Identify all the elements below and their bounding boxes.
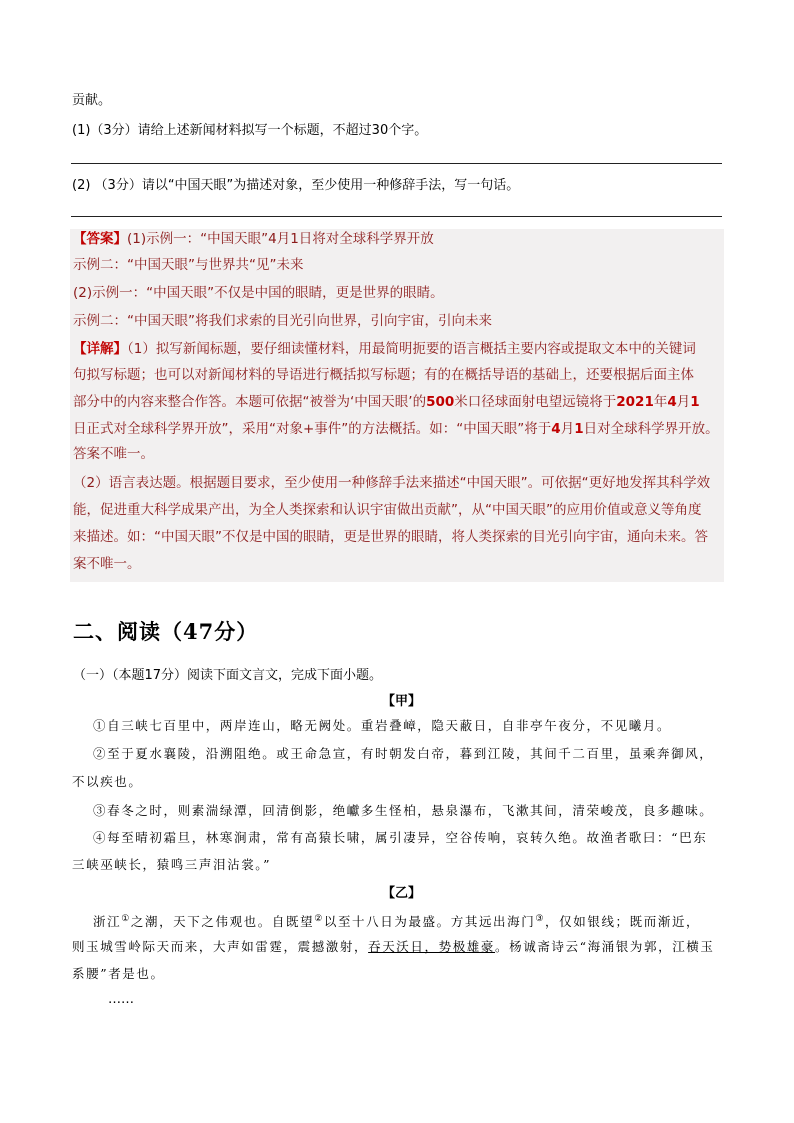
jia-paragraph-2: ②至于夏水襄陵，沿溯阻绝。或王命急宣，有时朝发白帝，暮到江陵，其间千二百里，虽乘奔御风， [93, 746, 714, 761]
detail-text: 日对全球科学界开放。 [583, 421, 719, 437]
detail-number: 4 [551, 421, 561, 437]
yi-paragraph-2 [72, 937, 715, 957]
detail-line-1 [73, 339, 696, 359]
detail-number: 500 [426, 394, 455, 410]
yi-text: 浙江 [93, 914, 122, 930]
question-2: (2) （3分）请以“中国天眼”为描述对象，至少使用一种修辞手法，写一句话。 [72, 178, 520, 193]
answer-line-a2: 示例二：“中国天眼”与世界共“见”未来 [73, 257, 304, 273]
yi-text: ，仅如银线；既而渐近， [545, 914, 701, 930]
detail-text: 部分中的内容来整合作答。本题可依据“被誉为‘中国天眼’的 [73, 394, 427, 410]
jia-paragraph-1: ①自三峡七百里中，两岸连山，略无阙处。重岩叠嶂，隐天蔽日，自非亭午夜分，不见曦月。 [93, 718, 672, 733]
underlined-phrase: 吞天沃日，势极雄豪 [368, 939, 496, 954]
yi-paragraph-3: 系腰”者是也。 [72, 966, 165, 981]
answer-line-a3: (2)示例一：“中国天眼”不仅是中国的眼睛，更是世界的眼睛。 [73, 285, 444, 301]
detail-text: 月 [676, 394, 691, 410]
yi-paragraph-1 [93, 909, 700, 932]
yi-text: 。杨诚斋诗云“海涌银为郭，江横玉 [495, 939, 715, 954]
footnote-marker[interactable]: ③ [535, 914, 546, 924]
jia-paragraph-4: ④每至晴初霜旦，林寒涧肃，常有高猿长啸，属引凄异，空谷传响，哀转久绝。故渔者歌曰：“巴东 [93, 830, 708, 845]
section-heading: 二、阅读（47分） [73, 619, 259, 644]
detail-line-3 [73, 392, 700, 412]
yi-text: 以至十八日为最盛。方其远出海门 [323, 914, 536, 930]
footnote-marker[interactable]: ① [121, 914, 131, 924]
yi-text: 则玉城雪岭际天而来，大声如雷霆，震撼激射， [72, 939, 369, 954]
passage-jia-title: 【甲】 [382, 694, 422, 709]
detail-line-9: 案不唯一。 [73, 556, 141, 572]
detail-text: 日正式对全球科学界开放”，采用“对象+事件”的方法概括。如：“中国天眼”将于 [73, 421, 552, 437]
detail-text: 米口径球面射电望远镜将于 [454, 394, 617, 410]
reading-intro: （一）（本题17分）阅读下面文言文，完成下面小题。 [73, 668, 383, 683]
detail-number: 2021 [616, 394, 654, 410]
detail-line-5: 答案不唯一。 [73, 446, 154, 462]
question-1: (1)（3分）请给上述新闻材料拟写一个标题，不超过30个字。 [72, 123, 428, 138]
passage-yi-title: 【乙】 [382, 886, 422, 901]
detail-number: 1 [690, 394, 700, 410]
yi-text: 之潮，天下之伟观也。自既望 [130, 914, 315, 930]
answer-text: (1)示例一：“中国天眼”4月1日将对全球科学界开放 [127, 231, 434, 247]
detail-text: 年 [653, 394, 668, 410]
detail-tag: 【详解】 [73, 341, 127, 357]
detail-number: 4 [667, 394, 677, 410]
answer-line-1[interactable] [71, 163, 722, 164]
detail-text: （1）拟写新闻标题，要仔细读懂材料，用最简明扼要的语言概括主要内容或提取文本中的关键词 [127, 341, 696, 357]
detail-number: 1 [574, 421, 584, 437]
jia-paragraph-4-cont: 三峡巫峡长，猿鸣三声泪沾裳。” [72, 857, 272, 872]
answer-line-2[interactable] [71, 216, 722, 217]
detail-text: 月 [560, 421, 575, 437]
answer-line-a4: 示例二：“中国天眼”将我们求索的目光引向世界，引向宇宙，引向未来 [73, 313, 492, 329]
footnote-marker[interactable]: ② [314, 914, 324, 924]
carry-over-text: 贡献。 [72, 93, 112, 108]
jia-paragraph-3: ③春冬之时，则素湍绿潭，回清倒影，绝巘多生怪柏，悬泉瀑布，飞漱其间，清荣峻茂，良多趣味。 [93, 803, 714, 818]
detail-line-8: 来描述。如：“中国天眼”不仅是中国的眼睛，更是世界的眼睛，将人类探索的目光引向宇宙，通向未来。答 [73, 529, 708, 545]
answer-tag: 【答案】 [73, 231, 127, 247]
detail-line-7: 能，促进重大科学成果产出，为全人类探索和认识宇宙做出贡献”，从“中国天眼”的应用价值或意义等角度 [73, 502, 702, 518]
jia-paragraph-2-cont: 不以疾也。 [72, 774, 143, 789]
answer-line-a1 [73, 229, 434, 249]
detail-line-6: （2）语言表达题。根据题目要求，至少使用一种修辞手法来描述“中国天眼”。可依据“更好地发挥其科学效 [73, 475, 711, 491]
detail-line-2: 句拟写标题；也可以对新闻材料的导语进行概括拟写标题；有的在概括导语的基础上，还要根据后面主体 [73, 367, 694, 383]
ellipsis: …… [108, 992, 134, 1007]
detail-line-4 [73, 419, 719, 439]
